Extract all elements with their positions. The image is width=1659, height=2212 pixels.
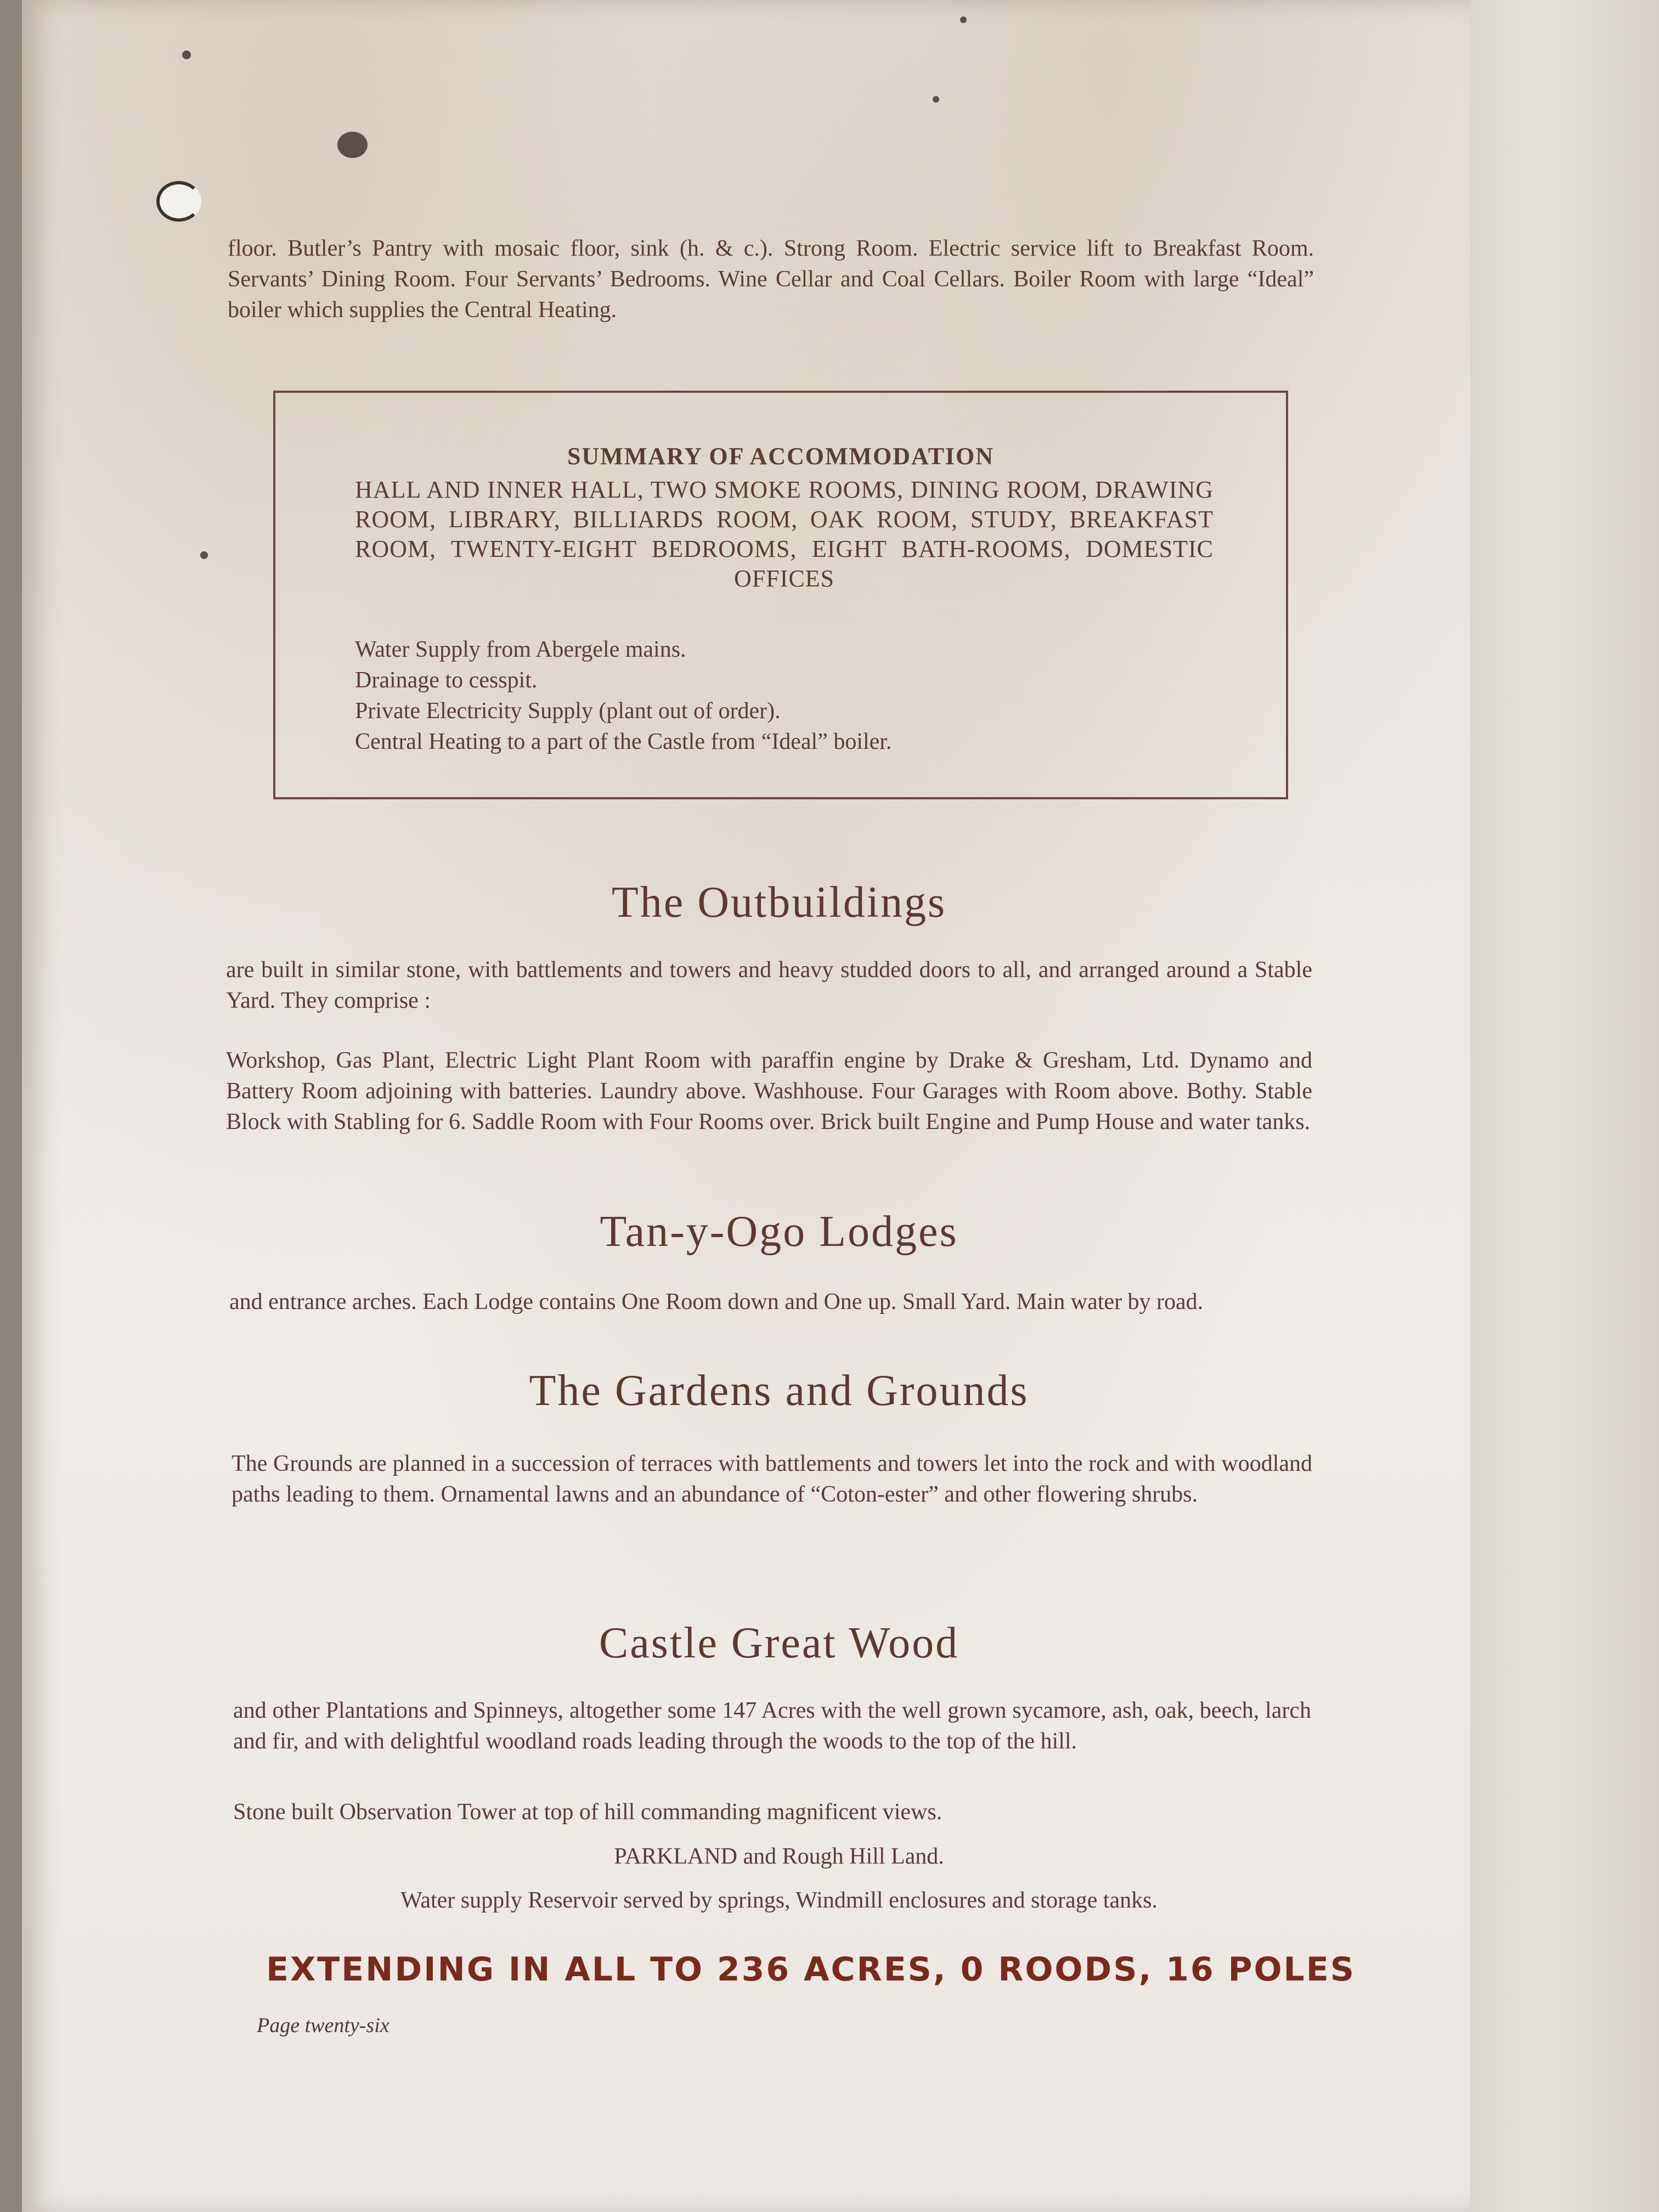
outbuildings-heading: The Outbuildings	[611, 878, 947, 927]
ink-spot	[933, 96, 939, 103]
tower-line: Stone built Observation Tower at top of hill commanding magnificent views.	[233, 1799, 943, 1825]
parkland-line: PARKLAND and Rough Hill Land.	[614, 1844, 944, 1869]
lodges-heading: Tan-y-Ogo Lodges	[600, 1207, 958, 1256]
ink-spot	[960, 16, 967, 23]
ink-spot	[200, 551, 208, 559]
supply-line: Drainage to cesspit.	[355, 668, 538, 693]
extent-banner: EXTENDING IN ALL TO 236 ACRES, 0 ROODS, 16 POLES	[266, 1950, 1356, 1989]
summary-box	[273, 391, 1288, 799]
lodges-paragraph: and entrance arches. Each Lodge contains One Room down and One up. Small Yard. Main water by road.	[229, 1289, 1204, 1314]
background-surface	[1459, 0, 1659, 2212]
ink-spot	[337, 132, 368, 158]
document-page	[22, 0, 1470, 2212]
summary-rooms: HALL AND INNER HALL, TWO SMOKE ROOMS, DINING ROOM, DRAWING ROOM, LIBRARY, BILLIARDS ROOM, OAK ROOM, STUDY, BREAKFAST ROOM, TWENTY-EIGHT BEDROOMS, EIGHT BATH-ROOMS, DOMESTIC OFFICES	[355, 476, 1214, 592]
wood-paragraph: and other Plantations and Spinneys, altogether some 147 Acres with the well grown sycamore, ash, oak, beech, larch and fir, and with delightful woodland roads leading through the woods to the top of the hill.	[233, 1698, 1311, 1754]
supply-line: Central Heating to a part of the Castle from “Ideal” boiler.	[355, 729, 892, 754]
wood-heading: Castle Great Wood	[599, 1619, 960, 1667]
paper-hole	[156, 181, 201, 222]
outbuildings-list: Workshop, Gas Plant, Electric Light Plant Room with paraffin engine by Drake & Gresham, Ltd. Dynamo and Battery Room adjoining with batteries. Laundry above. Washhouse. Four Garages with Room above. Bothy. Stable Block with Stabling for 6. Saddle Room with Four Rooms over. Brick built Engine and Pump House and water tanks.	[226, 1048, 1312, 1135]
supply-line: Water Supply from Abergele mains.	[355, 637, 686, 662]
reservoir-line: Water supply Reservoir served by springs, Windmill enclosures and storage tanks.	[400, 1888, 1158, 1913]
gardens-heading: The Gardens and Grounds	[529, 1367, 1029, 1415]
page-number: Page twenty-six	[257, 2014, 390, 2037]
summary-supplies	[355, 634, 891, 757]
ink-spot	[182, 50, 191, 59]
supply-line: Private Electricity Supply (plant out of order).	[355, 698, 781, 724]
intro-paragraph: floor. Butler’s Pantry with mosaic floor, sink (h. & c.). Strong Room. Electric service lift to Breakfast Room. Servants’ Dining Room. Four Servants’ Bedrooms. Wine Cellar and Coal Cellars. Boiler Room with large “Ideal” boiler which supplies the Central Heating.	[228, 236, 1314, 323]
outbuildings-paragraph: are built in similar stone, with battlements and towers and heavy studded doors to all, and arranged around a Stable Yard. They comprise :	[226, 957, 1312, 1013]
summary-title: SUMMARY OF ACCOMMODATION	[567, 443, 995, 470]
gardens-paragraph: The Grounds are planned in a succession of terraces with battlements and towers let into the rock and with woodland paths leading to them. Ornamental lawns and an abundance of “Coton-ester” and other flowering shrubs.	[232, 1451, 1312, 1507]
